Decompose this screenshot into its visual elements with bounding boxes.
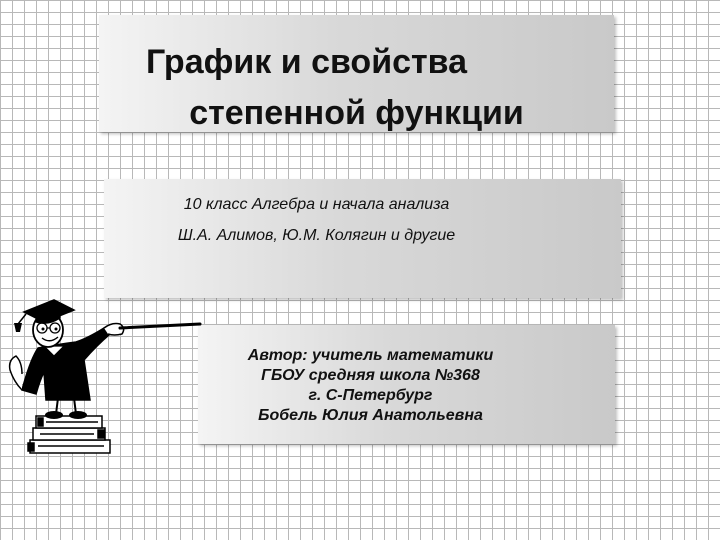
course-panel [104,179,621,298]
author-name-line: Бобель Юлия Анатольевна [258,407,483,424]
author-city-line: г. С-Петербург [308,387,433,404]
books-icon [28,416,110,453]
course-grade-line: 10 класс Алгебра и начала анализа [183,196,450,213]
course-authors-line: Ш.А. Алимов, Ю.М. Колягин и другие [177,227,456,244]
title-panel [99,15,614,132]
slide-title-line-2: степенной функции [189,94,524,132]
author-school-line: ГБОУ средняя школа №368 [261,367,480,384]
teacher-with-pointer-icon [0,290,205,460]
slide-title-line-1: График и свойства [145,43,468,81]
author-panel [198,325,615,444]
author-role-line: Автор: учитель математики [247,347,494,364]
